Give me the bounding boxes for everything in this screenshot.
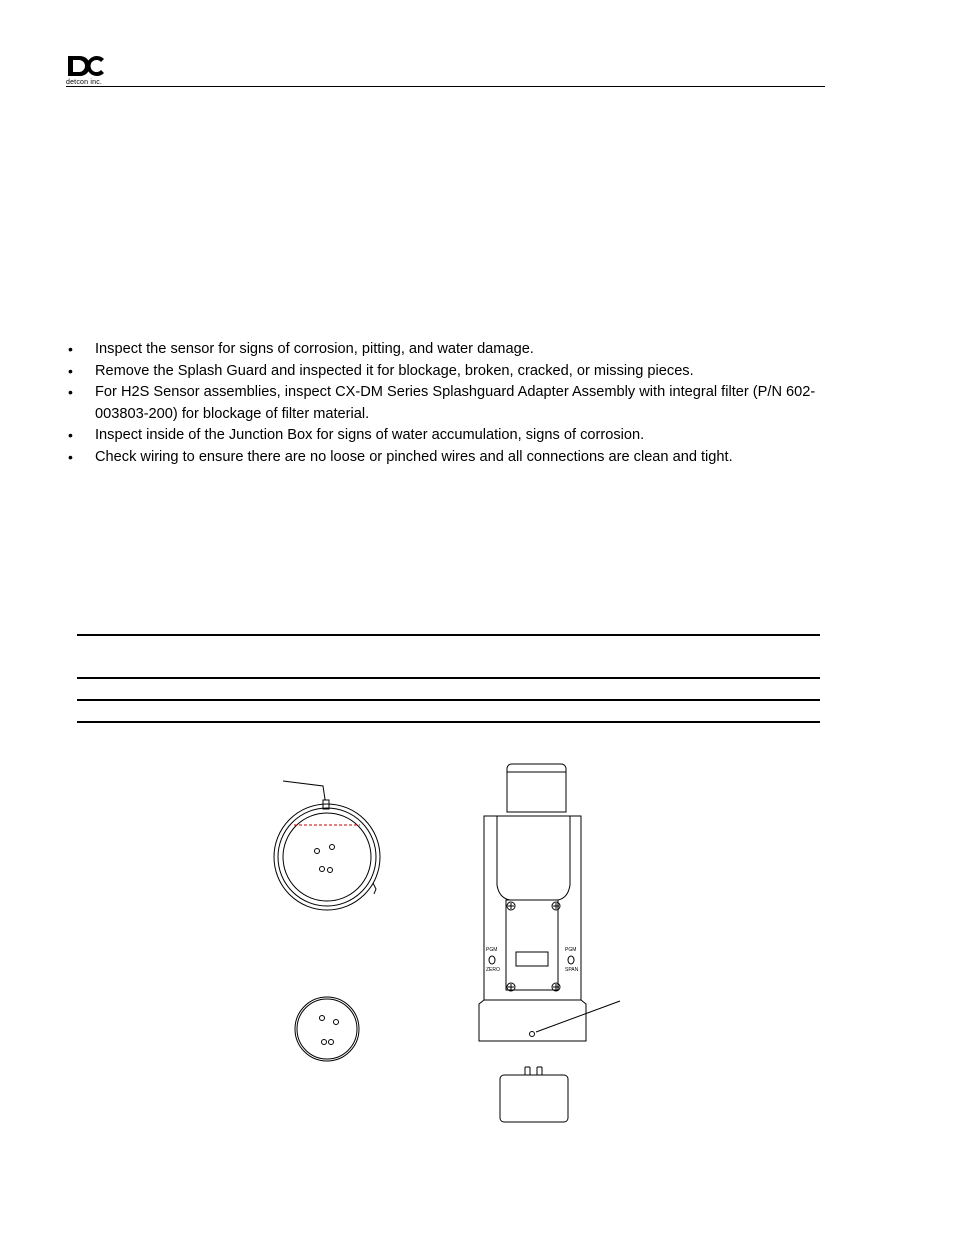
pgm-zero-label: PGM (486, 947, 498, 953)
zero-label: ZERO (486, 967, 500, 973)
list-item: • Check wiring to ensure there are no loose or pinched wires and all connections are clean and tight. (66, 447, 846, 469)
list-item: • Inspect inside of the Junction Box for signs of water accumulation, signs of corrosion. (66, 425, 846, 447)
logo-text: detcon inc. (66, 79, 103, 86)
sensor-top-view (274, 781, 380, 910)
span-label: SPAN (565, 967, 579, 973)
list-item: • Remove the Splash Guard and inspected it for blockage, broken, cracked, or missing pieces. (66, 361, 846, 383)
sensor-pin-view (295, 997, 359, 1061)
list-item: • Inspect the sensor for signs of corrosion, pitting, and water damage. (66, 339, 846, 361)
transmitter-side-view (479, 764, 620, 1122)
pgm-span-label: PGM (565, 947, 577, 953)
list-item: • For H2S Sensor assemblies, inspect CX-DM Series Splashguard Adapter Assembly with integral filter (P/N 602-003803-200) for blockage of filter material. (66, 382, 846, 425)
